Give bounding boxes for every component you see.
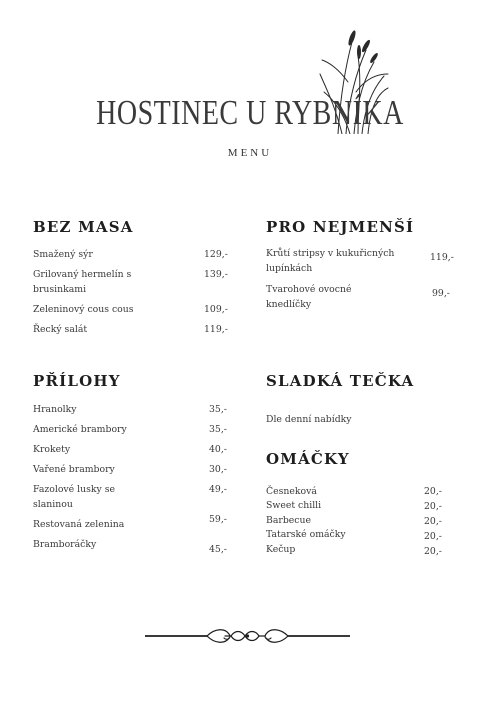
menu-item-price: 20,-: [424, 546, 442, 557]
menu-item-price: 49,-: [209, 484, 227, 495]
section-title-prilohy: PŘÍLOHY: [33, 372, 121, 390]
menu-item-price: 119,-: [204, 324, 228, 335]
menu-item-price: 139,-: [204, 269, 228, 280]
section-title-pro-nejmensi: PRO NEJMENŠÍ: [266, 218, 415, 236]
menu-item-name: Kečup: [266, 544, 296, 555]
menu-item-price: 129,-: [204, 249, 228, 260]
menu-item-name: Tvarohové ovocné knedlíčky: [266, 284, 352, 310]
menu-item-name: Tatarské omáčky: [266, 529, 346, 540]
menu-item-price: 20,-: [424, 501, 442, 512]
menu-item-name: Sweet chilli: [266, 500, 322, 511]
menu-item-price: 35,-: [209, 404, 227, 415]
menu-item-price: 45,-: [209, 544, 227, 555]
menu-item-price: 119,-: [430, 252, 454, 263]
menu-item-price: 109,-: [204, 304, 228, 315]
section-title-sladka-tecka: SLADKÁ TEČKA: [266, 372, 415, 390]
menu-item-name: Řecký salát: [33, 324, 88, 335]
menu-item-name: Restovaná zelenina: [33, 519, 125, 530]
menu-item-name: Dle denní nabídky: [266, 414, 352, 425]
menu-item-price: 20,-: [424, 516, 442, 527]
section-title-bez-masa: BEZ MASA: [33, 218, 134, 236]
menu-item-name: Krokety: [33, 444, 71, 455]
menu-item-price: 40,-: [209, 444, 227, 455]
menu-item-name: Grilovaný hermelín s brusinkami: [33, 269, 132, 295]
menu-item-price: 35,-: [209, 424, 227, 435]
menu-item-name: Bramboráčky: [33, 539, 97, 550]
menu-item-name: Zeleninový cous cous: [33, 304, 134, 315]
menu-item-name: Fazolové lusky se slaninou: [33, 484, 115, 510]
menu-item-name: Smažený sýr: [33, 249, 93, 260]
menu-item-name: Krůtí stripsy v kukuřicných lupínkách: [266, 248, 395, 274]
menu-item-price: 20,-: [424, 486, 442, 497]
menu-item-name: Barbecue: [266, 515, 311, 526]
restaurant-title: HOSTINEC U RYBNÍKA: [96, 94, 404, 133]
ornamental-divider: [145, 626, 350, 646]
menu-item-price: 30,-: [209, 464, 227, 475]
menu-item-name: Americké brambory: [33, 424, 127, 435]
menu-item-name: Vařené brambory: [33, 464, 115, 475]
menu-item-name: Česneková: [266, 486, 317, 497]
menu-item-price: 20,-: [424, 531, 442, 542]
menu-item-name: Hranolky: [33, 404, 77, 415]
menu-item-price: 99,-: [432, 288, 450, 299]
menu-subtitle: MENU: [227, 147, 273, 159]
section-title-omacky: OMÁČKY: [266, 450, 350, 468]
menu-item-price: 59,-: [209, 514, 227, 525]
